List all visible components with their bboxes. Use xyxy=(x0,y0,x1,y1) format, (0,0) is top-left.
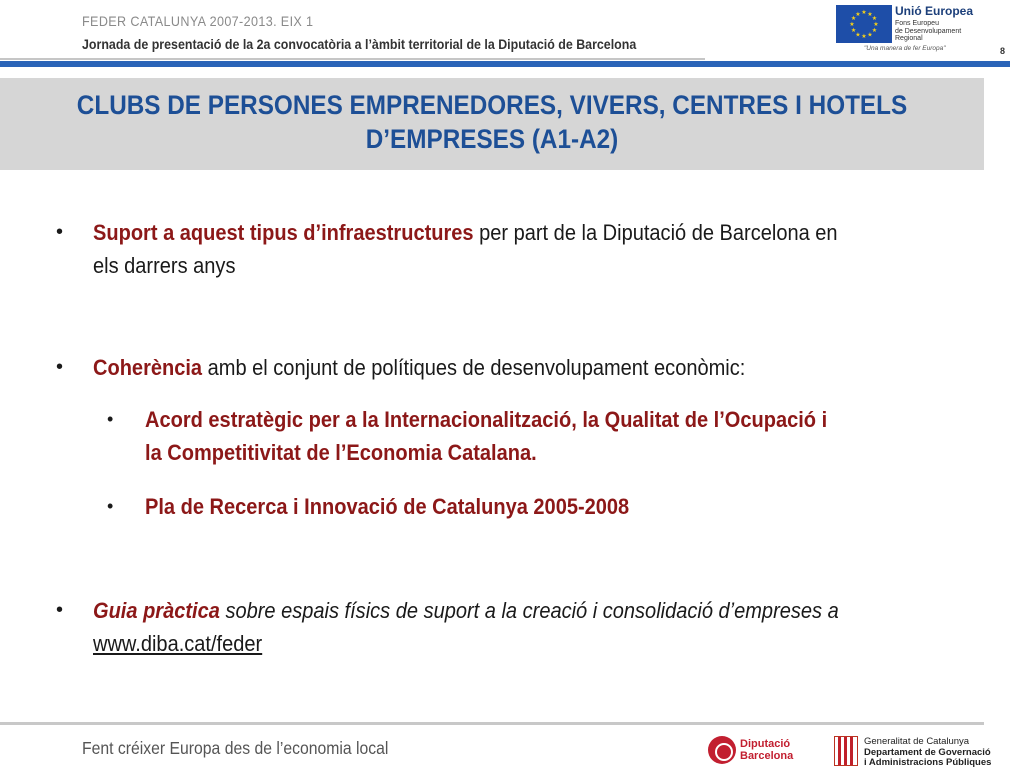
diba-logo-text xyxy=(740,738,793,762)
diba-emblem-icon xyxy=(708,736,736,764)
bullet-body: amb el conjunt de polítiques de desenvolupament econòmic: xyxy=(202,355,746,380)
bullet-item xyxy=(0,351,1024,387)
generalitat-line: i Administracions Públiques xyxy=(864,757,992,768)
generalitat-line: Departament de Governació xyxy=(864,746,991,758)
bullet-emphasis: Acord estratègic per a la Internacionalització, la Qualitat de l’Ocupació i xyxy=(145,407,828,432)
bullet-emphasis: la Competitivitat de l’Economia Catalana. xyxy=(145,440,537,465)
bullet-emphasis: Guia pràctica xyxy=(93,598,220,623)
bullet-text xyxy=(93,216,965,282)
eu-star-icon: ★ xyxy=(873,22,879,29)
diputacio-barcelona-logo xyxy=(708,734,818,768)
generalitat-logo xyxy=(834,736,1024,768)
eu-star-icon: ★ xyxy=(861,10,867,17)
eu-title: Unió Europea xyxy=(895,4,974,18)
eu-star-icon: ★ xyxy=(855,11,861,18)
bullet-marker: • xyxy=(107,496,114,516)
bullet-emphasis: Suport a aquest tipus d’infraestructures xyxy=(93,220,474,245)
guide-link[interactable]: www.diba.cat/feder xyxy=(93,631,263,656)
sub-bullet-item xyxy=(0,403,1024,473)
eu-star-icon: ★ xyxy=(849,22,855,29)
bullet-text xyxy=(145,403,964,469)
eu-star-icon: ★ xyxy=(871,16,878,23)
eu-star-icon: ★ xyxy=(850,16,857,23)
event-title: Jornada de presentació de la 2a convocatòria a l’àmbit territorial de la Diputació de Barcelona xyxy=(82,37,637,52)
slide-number: 8 xyxy=(1000,46,1006,56)
bullet-marker: • xyxy=(56,221,64,243)
bullet-item xyxy=(0,216,1024,286)
bullet-text xyxy=(145,490,964,523)
generalitat-line: Generalitat de Catalunya xyxy=(864,736,970,747)
eu-star-icon: ★ xyxy=(867,32,873,39)
footer-divider xyxy=(0,722,984,725)
generalitat-logo-text xyxy=(864,737,991,768)
bullet-emphasis: Coherència xyxy=(93,355,203,380)
footer-slogan: Fent créixer Europa des de l’economia local xyxy=(82,738,389,758)
diba-logo-line: Barcelona xyxy=(740,750,794,762)
bullet-body: els darrers anys xyxy=(93,253,236,278)
bullet-item xyxy=(0,594,1024,664)
eu-fund-line: Fons Europeu xyxy=(895,20,939,27)
bullet-emphasis: Pla de Recerca i Innovació de Catalunya 2005-2008 xyxy=(145,494,630,519)
program-label: FEDER CATALUNYA 2007-2013. EIX 1 xyxy=(82,13,314,29)
eu-fund-line: Regional xyxy=(895,35,923,43)
eu-motto: "Una manera de fer Europa" xyxy=(864,45,946,52)
eu-star-icon: ★ xyxy=(867,11,873,18)
diba-logo-line: Diputació xyxy=(740,738,791,750)
eu-star-icon: ★ xyxy=(855,32,861,39)
slide-title-line: D’EMPRESES (A1-A2) xyxy=(365,124,619,154)
sub-bullet-item xyxy=(0,490,1024,526)
senyera-shield-icon xyxy=(834,736,858,766)
bullet-body: per part de la Diputació de Barcelona en xyxy=(473,220,838,245)
bullet-marker: • xyxy=(107,409,114,429)
bullet-text xyxy=(93,594,965,660)
bullet-marker: • xyxy=(56,356,64,378)
bullet-marker: • xyxy=(56,599,64,621)
eu-star-icon: ★ xyxy=(850,28,857,35)
bullet-text xyxy=(93,351,965,384)
eu-star-icon: ★ xyxy=(871,28,878,35)
slide-title-line: CLUBS DE PERSONES EMPRENEDORES, VIVERS, CENTRES I HOTELS xyxy=(76,90,908,120)
eu-star-icon: ★ xyxy=(861,34,867,41)
eu-fund-line: de Desenvolupament xyxy=(895,27,962,35)
bullet-body: sobre espais físics de suport a la creació i consolidació d’empreses a xyxy=(219,598,839,623)
